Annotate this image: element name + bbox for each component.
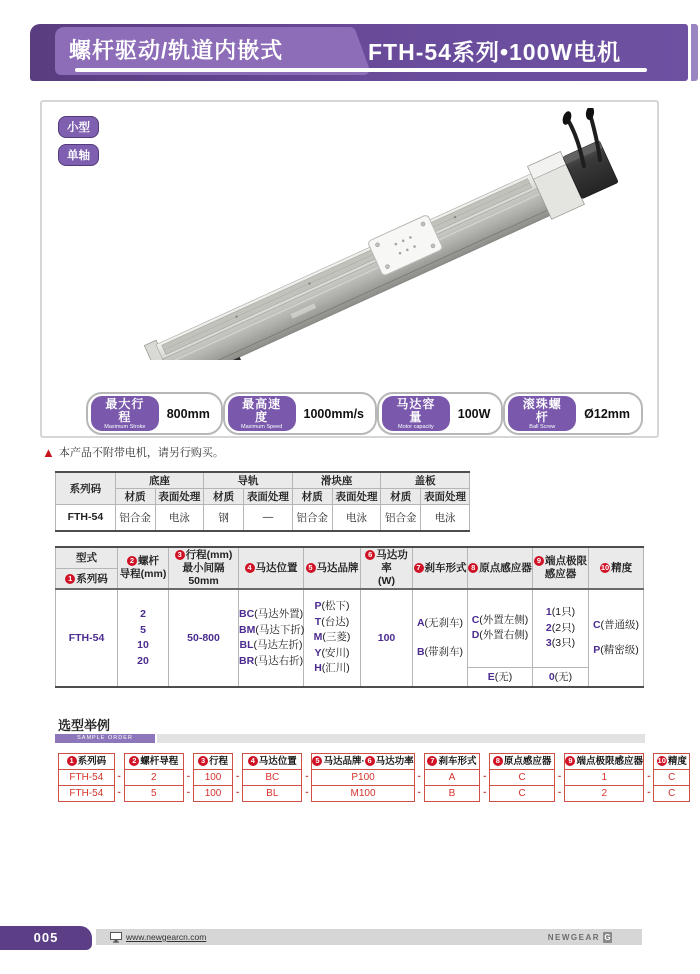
actuator-illustration (50, 108, 650, 360)
spec-badge-label: 滚珠螺杆 Ball Screw (508, 396, 576, 431)
cell-limit-none: 0(无) (533, 667, 589, 687)
spec-badge-max-speed (223, 392, 377, 435)
cell-slider-surface: 电泳 (332, 505, 381, 531)
page-header-band (30, 24, 688, 81)
group-header-slider: 滑块座 (292, 472, 381, 489)
group-header-base: 底座 (115, 472, 204, 489)
num-badge-10: 10 (600, 562, 610, 572)
cell-base-material: 铝合金 (115, 505, 155, 531)
col-header-motor-brand: 5 马达品牌 (304, 547, 361, 589)
sample-col-motor-position: 4 马达位置 BC BL (242, 753, 302, 802)
num-badge-7: 7 (414, 563, 424, 573)
order-code-table (55, 546, 644, 688)
product-tags (58, 116, 99, 166)
caution-note (42, 444, 224, 460)
sample-col-lead: 2 螺杆导程 2 5 (124, 753, 184, 802)
sample-col-stroke: 3 行程 100 100 (193, 753, 233, 802)
sample-col-series: 1 系列码 FTH-54 FTH-54 (58, 753, 115, 802)
dash-separator: - - (647, 771, 651, 798)
num-badge-3: 3 (175, 550, 185, 560)
header-edge-strip (691, 24, 698, 81)
col-header-motor-power: 6 马达功率 (W) (361, 547, 413, 589)
spec-badge-label: 最高速度 Maximum Speed (228, 396, 296, 431)
sample-col-origin-sensor: 8 原点感应器 C C (489, 753, 555, 802)
sample-order-subtitle: SAMPLE ORDER (55, 734, 155, 743)
num-badge-6: 6 (365, 550, 375, 560)
cell-stroke: 50-800 (169, 589, 239, 687)
page-title: FTH-54系列•100W电机 (368, 39, 622, 65)
num-badge-5: 5 (306, 563, 316, 573)
header-category-label: 螺杆驱动/轨道内嵌式 (69, 38, 284, 63)
group-header-cover: 盖板 (381, 472, 470, 489)
cell-motor-power: 100 (361, 589, 413, 687)
cell-limit-sensors: 1(1只) 2(2只) 3(3只) (533, 589, 589, 667)
col-header-brake: 7 刹车形式 (413, 547, 468, 589)
spec-badges-row (86, 392, 643, 435)
footer-bar (96, 929, 642, 945)
type-header: 型式 (76, 552, 97, 564)
sample-col-brand-power: 5 马达品牌· 6 马达功率 P100 M100 (311, 753, 414, 802)
num-badge-9: 9 (534, 556, 544, 566)
col-header-limit-sensor: 9 端点极限 感应器 (533, 547, 589, 589)
num-badge-8: 8 (468, 563, 478, 573)
col-header-series: 系列码 (56, 472, 116, 505)
cell-rail-surface: — (244, 505, 293, 531)
sub-header-surface: 表面处理 (332, 489, 381, 505)
sub-header-surface: 表面处理 (421, 489, 470, 505)
header-category-tab (55, 27, 343, 75)
spec-badge-value: 800mm (166, 406, 210, 421)
table-row (56, 589, 644, 667)
series-header: 1 系列码 (56, 568, 117, 588)
cell-precision: C(普通级) P(精密级) (589, 589, 644, 687)
product-image-panel (40, 100, 659, 438)
spec-badge-value: 1000mm/s (303, 406, 364, 421)
spec-badge-value: Ø12mm (584, 406, 631, 421)
group-header-rail: 导轨 (204, 472, 293, 489)
col-header-lead: 2 螺杆 导程(mm) (118, 547, 169, 589)
col-header-precision: 10 精度 (589, 547, 644, 589)
spec-badge-label: 最大行程 Maximum Stroke (91, 396, 159, 431)
sample-col-limit-sensor: 9 端点极限感应器 1 2 (564, 753, 644, 802)
cell-brakes: A(无刹车) B(带刹车) (413, 589, 468, 687)
table-row (56, 505, 470, 531)
series-value: FTH-54 (56, 505, 116, 531)
cell-origin-none: E(无) (468, 667, 533, 687)
sub-header-material: 材质 (381, 489, 421, 505)
cell-rail-material: 钢 (204, 505, 244, 531)
col-header-motor-position: 4 马达位置 (239, 547, 304, 589)
caution-text: 本产品不附带电机，请另行购买。 (58, 447, 224, 459)
page-number-tab: 005 (0, 926, 92, 950)
sub-header-material: 材质 (115, 489, 155, 505)
spec-badge-value: 100W (457, 406, 491, 421)
cell-cover-surface: 电泳 (421, 505, 470, 531)
cell-slider-material: 铝合金 (292, 505, 332, 531)
dash-separator: - - (305, 771, 309, 798)
monitor-icon (110, 932, 122, 943)
dash-separator: - - (417, 771, 421, 798)
cell-motor-positions: BC(马达外置) BM(马达下折) BL(马达左折) BR(马达右折) (239, 589, 304, 687)
tag-small-type: 小型 (58, 116, 99, 138)
warning-icon: ▲ (42, 444, 55, 460)
sample-order-table (58, 753, 690, 802)
dash-separator: - - (186, 771, 191, 798)
sub-header-surface: 表面处理 (155, 489, 204, 505)
sub-header-material: 材质 (204, 489, 244, 505)
col-header-stroke: 3 行程(mm) 最小间隔50mm (169, 547, 239, 589)
sample-col-brake: 7 刹车形式 A B (424, 753, 481, 802)
cell-origin-sensors: C(外置左侧) D(外置右侧) (468, 589, 533, 667)
website-url: www.newgearcn.com (126, 932, 207, 942)
sub-header-surface: 表面处理 (244, 489, 293, 505)
tag-single-axis: 单轴 (58, 144, 99, 166)
cell-motor-brands: P(松下) T(台达) M(三菱) Y(安川) H(汇川) (304, 589, 361, 687)
num-badge-2: 2 (127, 556, 137, 566)
dash-separator: - - (235, 771, 240, 798)
sample-order-rule (157, 734, 645, 743)
brand-logo (548, 932, 612, 943)
website-link[interactable] (110, 932, 206, 943)
spec-badge-max-stroke (86, 392, 223, 435)
cell-leads: 2 5 10 20 (118, 589, 169, 687)
cell-base-surface: 电泳 (155, 505, 204, 531)
brand-name: NEWGEAR (547, 932, 600, 942)
cell-cover-material: 铝合金 (381, 505, 421, 531)
sample-order-title: 选型举例 (58, 718, 111, 733)
dash-separator: - - (117, 771, 121, 798)
col-header-type-series (56, 547, 118, 589)
brand-logo-g-icon: G (604, 932, 611, 942)
num-badge-4: 4 (245, 563, 255, 573)
cell-series: FTH-54 (56, 589, 118, 687)
dash-separator: - - (483, 771, 487, 798)
spec-badge-ball-screw (503, 392, 643, 435)
sub-header-material: 材质 (292, 489, 332, 505)
materials-table (55, 471, 470, 532)
dash-separator: - - (557, 771, 562, 798)
spec-badge-motor-capacity (377, 392, 503, 435)
spec-badge-label: 马达容量 Motor capacity (382, 396, 450, 431)
sample-col-precision: 10 精度 C C (653, 753, 690, 802)
col-header-origin-sensor: 8 原点感应器 (468, 547, 533, 589)
num-badge-1: 1 (65, 574, 75, 584)
